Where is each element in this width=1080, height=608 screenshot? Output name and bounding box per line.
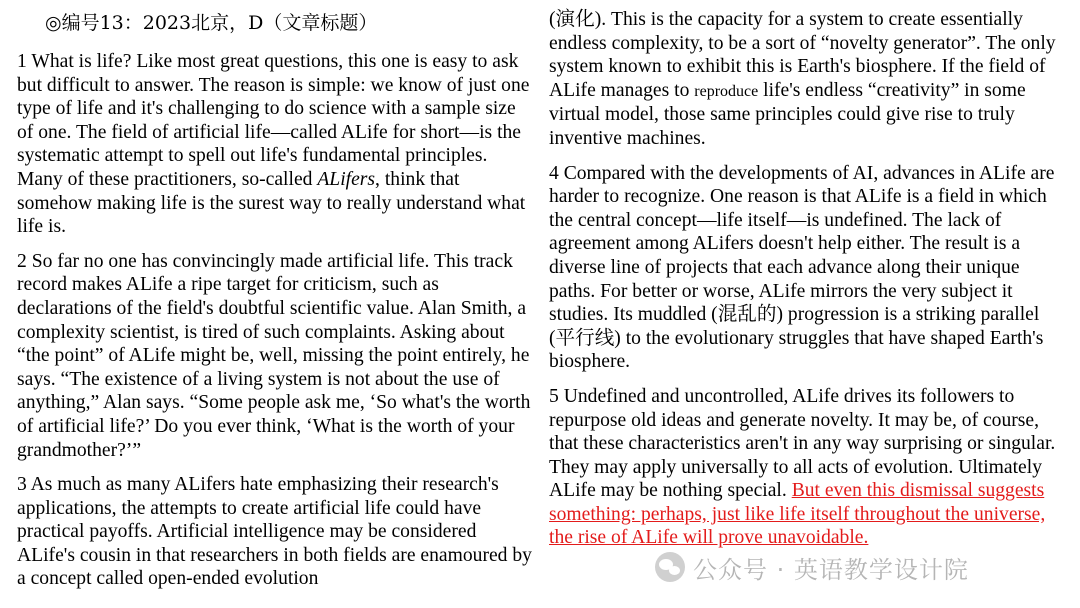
- alifers-term: ALifers: [317, 168, 376, 190]
- paragraph-1-text-b: , think that somehow making life is the surest way to really understand what life is.: [17, 168, 526, 238]
- right-column: [549, 8, 1064, 561]
- wechat-icon: [655, 552, 685, 582]
- paragraph-1-text-a: 1 What is life? Like most great questions, this one is easy to ask but difficult to answer. The reason is simple: we know of just one type of life and it's challenging to do science with a sample size of one. The field of artificial life—called ALife for short—is the systematic attempt to spell out life's fundamental principles. Many of these practitioners, so-called: [17, 51, 530, 190]
- watermark-text: 公众号 · 英语教学设计院: [693, 555, 969, 584]
- left-column: [17, 8, 532, 602]
- paragraph-3-start: 3 As much as many ALifers hate emphasizing their research's applications, the attempts to create artificial life could have practical payoffs. Artificial intelligence may be considered ALife's cousin in that researchers in both fields are enamoured by a concept called open-ended evolution: [17, 474, 532, 590]
- highlighted-sentence: But even this dismissal suggests something: perhaps, just like life itself throughout the universe, the rise of ALife will prove unavoidable.: [549, 480, 1046, 549]
- paragraph-2: 2 So far no one has convincingly made artificial life. This track record makes ALife a ripe target for criticism, such as declarations of the field's doubtful scientific value. Alan Smith, a complexity scientist, is tired of such complaints. Asking about “the point” of ALife might be, well, missing the point entirely, he says. “The existence of a living system is not about the use of anything,” Alan says. “Some people ask me, ‘So what's the worth of artificial life?’ Do you ever think, ‘What is the worth of your grandmother?’”: [17, 250, 531, 461]
- paragraph-3-continued: [549, 8, 1064, 151]
- paragraph-5: [549, 385, 1064, 550]
- paragraph-1: [17, 50, 532, 239]
- watermark: [655, 548, 1055, 586]
- paragraph-5-text: 5 Undefined and uncontrolled, ALife drives its followers to repurpose old ideas and generate novelty. It may be, of course, that these characteristics aren't in any way surprising or singular. They may apply universally to all acts of evolution. Ultimately ALife may be nothing special.: [549, 385, 1056, 502]
- reproduce-word: reproduce: [694, 82, 759, 100]
- document-header: ◎编号13：2023北京，D（文章标题）: [45, 12, 378, 34]
- paragraph-4: 4 Compared with the developments of AI, advances in ALife are harder to recognize. One reason is that ALife is a field in which the central concept—life itself—is undefined. The lack of agreement among ALifers doesn't help either. The result is a diverse line of projects that each advance along their unique paths. For better or worse, ALife mirrors the very subject it studies. Its muddled (混乱的) progression is a striking parallel (平行线) to the evolutionary struggles that have shaped Earth's biosphere.: [549, 162, 1055, 373]
- paragraph-3-text-b: life's endless “creativity” in some virtual model, those same principles could give rise to truly inventive machines.: [549, 79, 1026, 149]
- paragraph-3-text-a: (演化). This is the capacity for a system to create essentially endless complexity, to be a sort of “novelty generator”. The only system known to exhibit this is Earth's biosphere. If the field of ALife manages to: [549, 9, 1056, 101]
